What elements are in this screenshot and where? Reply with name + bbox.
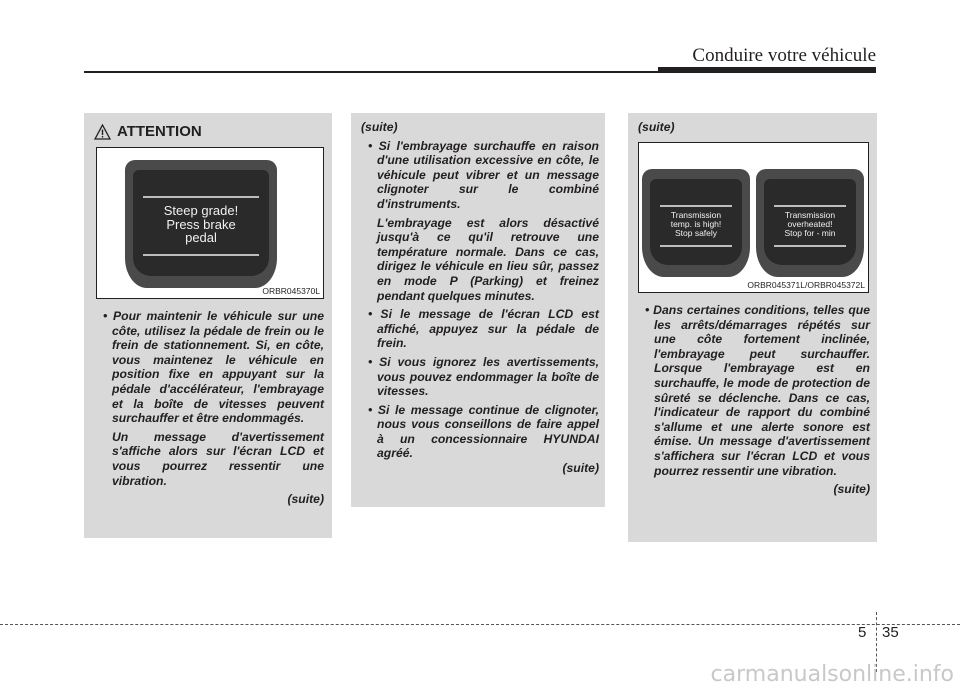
continued-panel bbox=[351, 113, 605, 507]
paragraph: Un message d'avertissement s'affiche alors sur l'écran LCD et vous pourrez ressentir une vibration. bbox=[112, 429, 324, 488]
lcd-display-right bbox=[756, 169, 864, 277]
attention-label: ATTENTION bbox=[117, 123, 202, 140]
suite-label: (suite) bbox=[287, 492, 324, 507]
attention-body bbox=[96, 309, 324, 511]
lcd-display-left bbox=[642, 169, 750, 277]
watermark: carmanualsonline.info bbox=[710, 662, 954, 687]
lcd-message-right: Transmission overheated! Stop for - min bbox=[784, 210, 836, 238]
paragraph: • Si le message de l'écran LCD est affiché, appuyez sur la pédale de frein. bbox=[368, 307, 599, 351]
lcd-display bbox=[125, 160, 277, 288]
continued-panel-2 bbox=[628, 113, 877, 542]
page-header-title: Conduire votre véhicule bbox=[692, 45, 876, 66]
paragraph: L'embrayage est alors désactivé jusqu'à ce qu'il retrouve une température normale. Dans ce cas, dirigez le véhicule en lieu sûr, passez en mode P (Parking) et freinez pendant quelques minutes. bbox=[377, 215, 599, 303]
continued-body bbox=[361, 120, 599, 480]
page-number: 35 bbox=[882, 624, 899, 641]
footer-rule bbox=[0, 624, 960, 625]
suite-label: (suite) bbox=[361, 120, 398, 134]
suite-top bbox=[638, 120, 870, 139]
lcd-message-left: Transmission temp. is high! Stop safely bbox=[670, 210, 722, 238]
attention-panel bbox=[84, 113, 332, 538]
paragraph: • Si le message continue de clignoter, nous vous conseillons de faire appel à un concessionnaire HYUNDAI agréé. bbox=[368, 402, 599, 461]
paragraph: • Pour maintenir le véhicule sur une côte, utilisez la pédale de frein ou le frein de stationnement. Si, en côte, vous maintenez le véhicule en position fixe en appuyant sur la pédale d'accélérateur, l'embrayage et la boîte de vitesses peuvent surchauffer et être endommagés. bbox=[103, 309, 324, 426]
lcd-figure-transmission bbox=[638, 142, 869, 293]
paragraph: • Dans certaines conditions, telles que les arrêts/démarrages répétés sur une côte fortement inclinée, l'embrayage peut surchauffer. Lorsque l'embrayage est en surchauffe, le mode de protection de sûreté se déclenche. Dans ce cas, l'indicateur de rapport du combiné s'allume et une alerte sonore est émise. Un message d'avertissement s'affichera sur l'écran LCD et vous pourrez ressentir une vibration. bbox=[645, 303, 870, 478]
figure-code: ORBR045371L/ORBR045372L bbox=[747, 280, 865, 290]
suite-label: (suite) bbox=[562, 461, 599, 476]
attention-heading bbox=[94, 123, 202, 140]
paragraph: • Si l'embrayage surchauffe en raison d'une utilisation excessive en côte, le véhicule peut vibrer et un message clignoter sur le combiné d'instruments. bbox=[368, 138, 599, 211]
warning-triangle-icon bbox=[94, 124, 111, 140]
suite-label: (suite) bbox=[833, 482, 870, 497]
figure-code: ORBR045370L bbox=[262, 286, 320, 296]
chapter-number: 5 bbox=[858, 624, 867, 641]
lcd-message: Steep grade! Press brake pedal bbox=[163, 203, 239, 246]
paragraph: • Si vous ignorez les avertissements, vous pouvez endommager la boîte de vitesses. bbox=[368, 354, 599, 399]
continued-body-2 bbox=[638, 303, 870, 501]
header-rule-accent bbox=[658, 67, 876, 73]
lcd-figure-steep-grade bbox=[96, 147, 324, 299]
suite-label: (suite) bbox=[638, 120, 675, 134]
